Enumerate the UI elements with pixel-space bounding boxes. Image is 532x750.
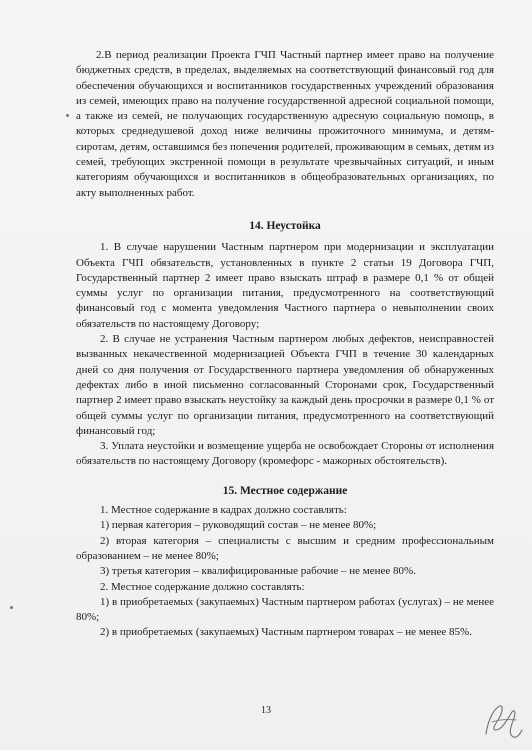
section-15-title: 15. Местное содержание [222, 484, 348, 497]
section-15-item-1: 1. Местное содержание в кадрах должно составлять: [100, 504, 347, 517]
section-14-title: 14. Неустойка [249, 219, 321, 232]
section-14-item-3: 3. Уплата неустойки и возмещение ущерба не освобождает Стороны от исполнения обязательств по настоящему Договору (кромефорс - мажорных обстоятельств). [76, 440, 494, 468]
scan-speck [66, 114, 69, 117]
section-14-item-2: 2. В случае не устранения Частным партнером любых дефектов, неисправностей вызванных некачественной модернизацией Объекта ГЧП в течение 30 календарных дней со дня получения от Государственного партнера уведомления об обнаруженных дефектах либо в иной письменно согласованный Сторонами срок, Государственный партнер 2 имеет право взыскать неустойку за каждый день просрочки в размере 0,1 % от общей суммы услуг по организации питания, предусмотренного на соответствующий финансовый год; [76, 333, 494, 437]
document-body [76, 48, 494, 641]
section-14-item-1: 1. В случае нарушении Частным партнером при модернизации и эксплуатации Объекта ГЧП обязательств, установленных в пункте 2 статьи 19 Договора ГЧП, Государственный партнер 2 имеет право взыскать штраф в размере 0,1 % от общей суммы услуг по организации питания, предусмотренного на соответствующий финансовый год с момента уведомления Частного партнера о невыполнении своих обязательств по настоящему Договору; [76, 241, 494, 330]
section-15-item-4: 3) третья категория – квалифицированные рабочие – не менее 80%. [100, 565, 416, 578]
section-15-item-7: 2) в приобретаемых (закупаемых) Частным партнером товарах – не менее 85%. [100, 626, 472, 639]
scan-speck [10, 606, 13, 609]
intro-paragraph: 2.В период реализации Проекта ГЧП Частный партнер имеет право на получение бюджетных средств, в пределах, выделяемых на соответствующий финансовый год для обеспечения обучающихся и воспитанников государственных учреждений образования из семей, имеющих право на получение государственной адресной социальной помощи, а также из семей, не получающих государственную адресную социальную помощь, в которых среднедушевой доход ниже величины прожиточного минимума, и детям-сиротам, детям, оставшимся без попечения родителей, проживающим в семьях, детям из семей, требующих экстренной помощи в результате чрезвычайных ситуаций, и иным категориям обучающихся и воспитанников в общеобразовательных организациях, по акту выполненных работ. [76, 49, 494, 199]
page-number: 13 [261, 705, 271, 716]
section-15-item-3: 2) вторая категория – специалисты с высшим и средним профессиональным образованием – не менее 80%; [76, 534, 494, 562]
section-15-item-2: 1) первая категория – руководящий состав – не менее 80%; [100, 519, 377, 532]
handwritten-signature [478, 700, 524, 744]
section-15-item-5: 2. Местное содержание должно составлять: [100, 580, 305, 593]
section-15-item-6: 1) в приобретаемых (закупаемых) Частным партнером работах (услугах) – не менее 80%; [76, 595, 494, 624]
